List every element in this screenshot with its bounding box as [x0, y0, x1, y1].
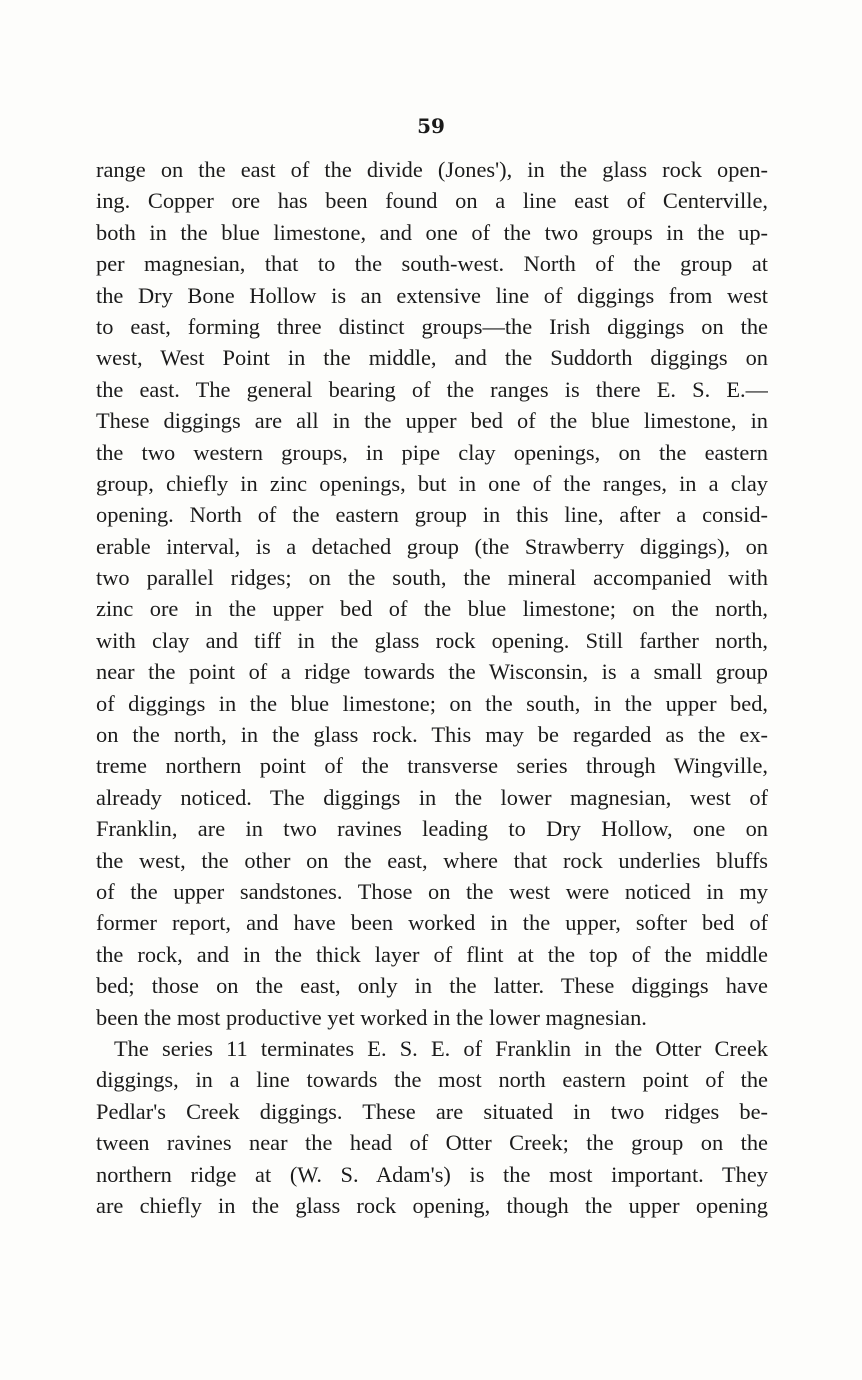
text-line: been the most productive yet worked in the lower magnesian. — [96, 1004, 647, 1030]
text-line: of the upper sandstones. Those on the west were noticed in my — [96, 878, 768, 904]
text-line: former report, and have been worked in the upper, softer bed of — [96, 910, 768, 936]
text-line: the two western groups, in pipe clay openings, on the eastern — [96, 439, 768, 465]
text-line: group, chiefly in zinc openings, but in one of the ranges, in a clay — [96, 470, 768, 496]
text-line: with clay and tiff in the glass rock opening. Still farther north, — [96, 627, 768, 653]
text-line: Pedlar's Creek diggings. These are situated in two ridges be- — [96, 1098, 768, 1124]
text-line: the Dry Bone Hollow is an extensive line of diggings from west — [96, 282, 768, 308]
text-line: bed; those on the east, only in the latter. These diggings have — [96, 973, 768, 999]
text-line: near the point of a ridge towards the Wisconsin, is a small group — [96, 659, 768, 685]
text-line: erable interval, is a detached group (the Strawberry diggings), on — [96, 533, 768, 559]
text-line: already noticed. The diggings in the lower magnesian, west of — [96, 784, 768, 810]
text-line: zinc ore in the upper bed of the blue limestone; on the north, — [96, 596, 768, 622]
text-line: the west, the other on the east, where that rock underlies bluffs — [96, 847, 768, 873]
text-line: range on the east of the divide (Jones'), in the glass rock open- — [96, 157, 768, 182]
text-line: the rock, and in the thick layer of flint at the top of the middle — [96, 941, 768, 967]
text-line: are chiefly in the glass rock opening, though the upper opening — [96, 1192, 768, 1218]
text-line: of diggings in the blue limestone; on the south, in the upper bed, — [96, 690, 768, 716]
text-line: opening. North of the eastern group in this line, after a consid- — [96, 502, 768, 528]
text-line: The series 11 terminates E. S. E. of Franklin in the Otter Creek — [114, 1035, 768, 1061]
text-line: to east, forming three distinct groups—the Irish diggings on the — [96, 313, 768, 339]
text-line: the east. The general bearing of the ranges is there E. S. E.— — [96, 376, 768, 402]
text-line: Franklin, are in two ravines leading to Dry Hollow, one on — [96, 816, 768, 842]
text-line: These diggings are all in the upper bed of the blue limestone, in — [96, 408, 768, 434]
text-line: two parallel ridges; on the south, the mineral accompanied with — [96, 565, 768, 591]
text-line: ing. Copper ore has been found on a line east of Centerville, — [96, 188, 768, 214]
text-line: treme northern point of the transverse series through Wingville, — [96, 753, 768, 779]
text-line: tween ravines near the head of Otter Creek; the group on the — [96, 1130, 768, 1156]
text-line: on the north, in the glass rock. This may be regarded as the ex- — [96, 722, 768, 748]
text-line: west, West Point in the middle, and the Suddorth diggings on — [96, 345, 768, 371]
text-line: diggings, in a line towards the most north eastern point of the — [96, 1067, 768, 1093]
body-text — [96, 154, 768, 1221]
page-number: 59 — [417, 114, 445, 138]
text-line: both in the blue limestone, and one of the two groups in the up- — [96, 219, 768, 245]
text-line: per magnesian, that to the south-west. North of the group at — [96, 251, 768, 277]
text-line: northern ridge at (W. S. Adam's) is the most important. They — [96, 1161, 768, 1187]
